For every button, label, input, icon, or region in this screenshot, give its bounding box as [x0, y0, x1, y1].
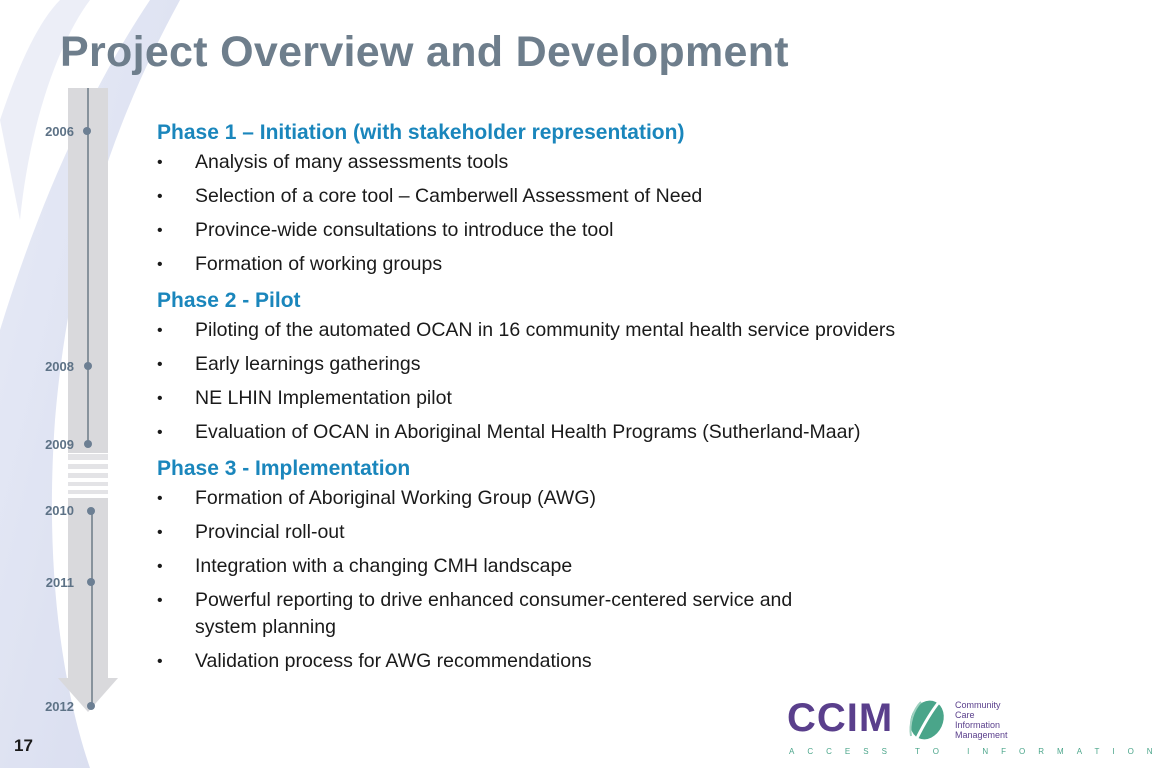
timeline-year-2011: 2011: [45, 575, 74, 590]
bullet-icon: •: [157, 322, 163, 339]
bullet-icon: •: [157, 222, 163, 239]
list-item: • Analysis of many assessments tools: [157, 149, 987, 176]
list-item: • Evaluation of OCAN in Aboriginal Mental Health Programs (Sutherland-Maar): [157, 419, 987, 446]
timeline-year-2012: 2012: [45, 699, 74, 714]
bullet-icon: •: [157, 592, 163, 609]
bullet-icon: •: [157, 490, 163, 507]
bullet-icon: •: [157, 390, 163, 407]
list-item: • Integration with a changing CMH landscape: [157, 553, 987, 580]
list-item: • Provincial roll-out: [157, 519, 987, 546]
list-item: • Province-wide consultations to introduce the tool: [157, 217, 987, 244]
bullet-icon: •: [157, 256, 163, 273]
phase-3-heading: Phase 3 - Implementation: [157, 457, 411, 480]
bullet-icon: •: [157, 188, 163, 205]
timeline-marker-2008: [84, 362, 92, 370]
timeline: [0, 0, 130, 768]
list-item: • Piloting of the automated OCAN in 16 community mental health service providers: [157, 317, 955, 344]
phase-1-bullet-list: [157, 149, 987, 278]
phase-1-heading: Phase 1 – Initiation (with stakeholder representation): [157, 121, 685, 144]
timeline-marker-2011: [87, 578, 95, 586]
timeline-year-2010: 2010: [45, 503, 74, 518]
timeline-year-2006: 2006: [45, 124, 74, 139]
timeline-marker-2010: [87, 507, 95, 515]
phase-3-bullet-list: [157, 485, 987, 675]
bullet-icon: •: [157, 524, 163, 541]
bullet-icon: •: [157, 653, 163, 670]
timeline-year-2009: 2009: [45, 437, 74, 452]
list-item: • Formation of working groups: [157, 251, 987, 278]
slide-body: [157, 117, 987, 682]
list-item: • Validation process for AWG recommendations: [157, 648, 987, 675]
timeline-marker-2006: [83, 127, 91, 135]
ccim-logo: [785, 688, 1166, 763]
logo-leaf-icon: [901, 694, 947, 744]
list-item: • Early learnings gatherings: [157, 351, 987, 378]
list-item: • Formation of Aboriginal Working Group (AWG): [157, 485, 987, 512]
bullet-icon: •: [157, 558, 163, 575]
bullet-icon: •: [157, 424, 163, 441]
list-item: • NE LHIN Implementation pilot: [157, 385, 987, 412]
phase-2-heading: Phase 2 - Pilot: [157, 289, 301, 312]
phase-2-bullet-list: [157, 317, 987, 446]
bullet-icon: •: [157, 154, 163, 171]
logo-wordmark: CCIM: [787, 696, 894, 740]
logo-tagline: ACCESS TO INFORMATION: [789, 747, 1166, 756]
slide-number: 17: [14, 736, 33, 755]
logo-organization-name: Community Care Information Management: [955, 700, 1008, 740]
timeline-marker-2012: [87, 702, 95, 710]
list-item: • Selection of a core tool – Camberwell Assessment of Need: [157, 183, 987, 210]
bullet-icon: •: [157, 356, 163, 373]
list-item: • Powerful reporting to drive enhanced consumer-centered service and system planning: [157, 589, 793, 638]
timeline-year-2008: 2008: [45, 359, 74, 374]
timeline-arrow: [0, 0, 130, 768]
timeline-marker-2009: [84, 440, 92, 448]
slide-title: Project Overview and Development: [60, 28, 789, 76]
